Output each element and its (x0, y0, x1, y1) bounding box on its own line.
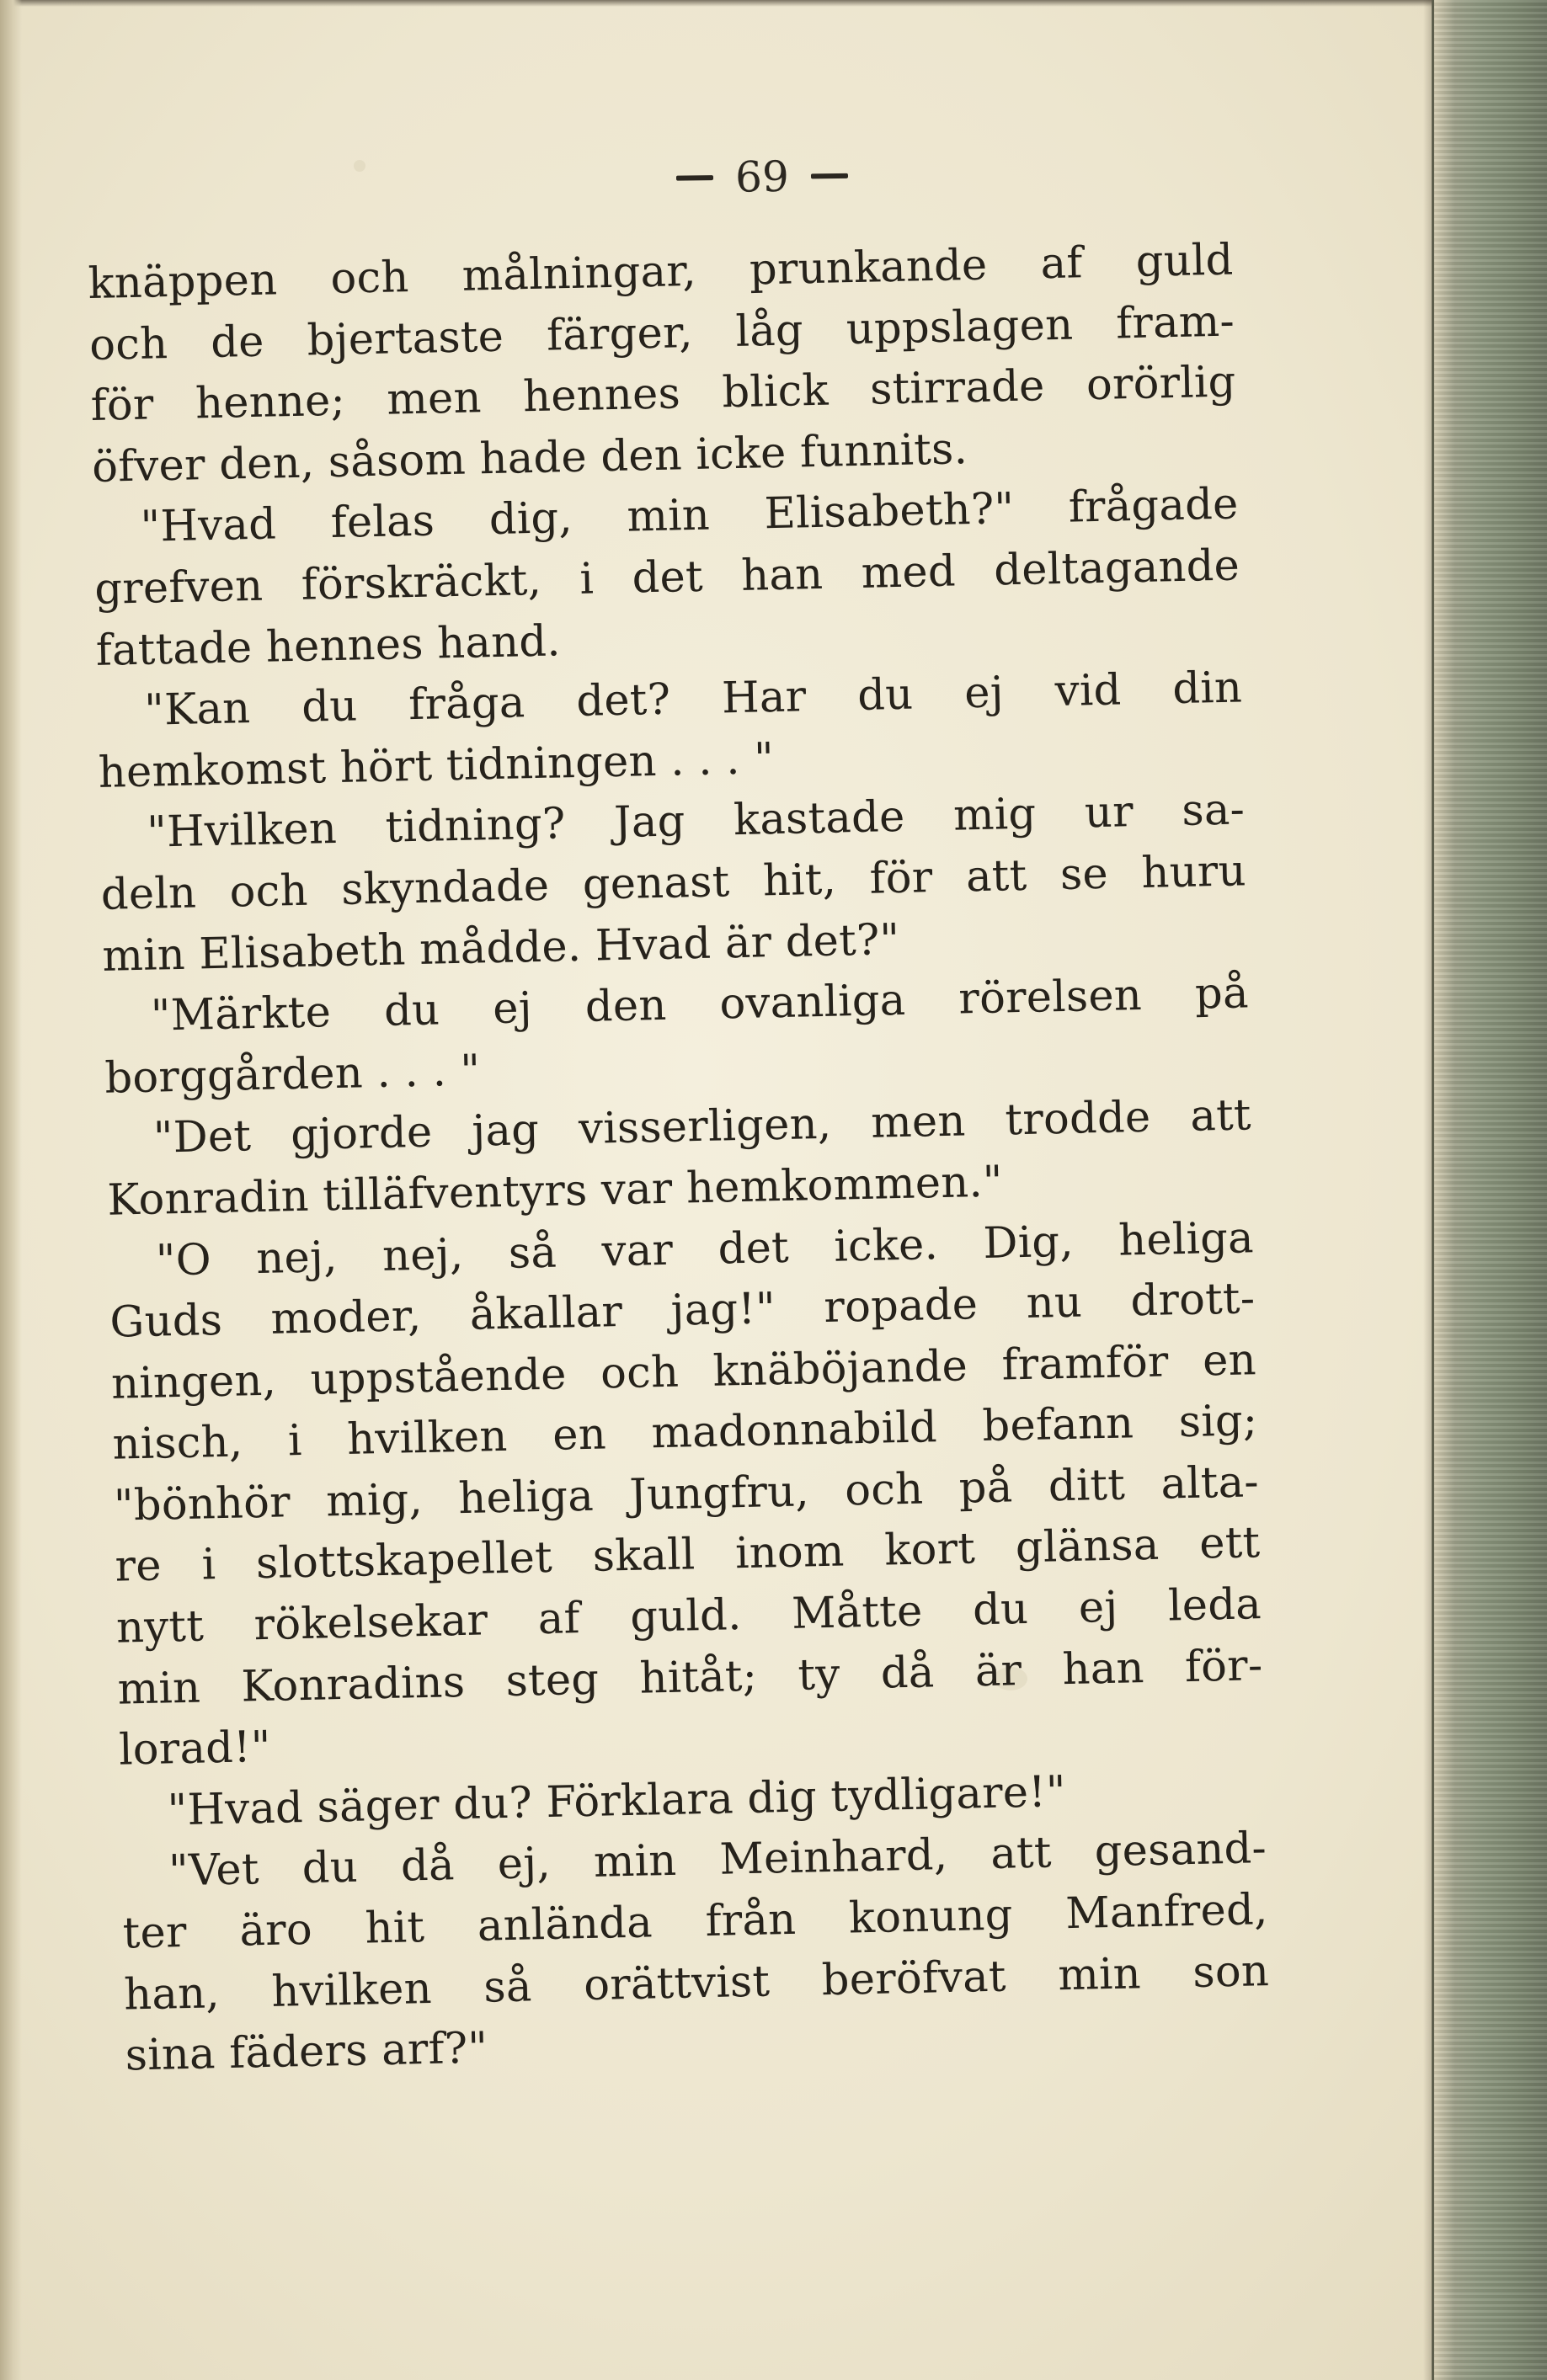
body-text (88, 231, 1271, 2088)
text-line: deln och skyndade genast hit, för att se huru (100, 846, 1247, 920)
text-line: knäppen och målningar, prunkande af guld (88, 235, 1235, 309)
text-line: nisch, i hvilken en madonnabild befann sig; (112, 1396, 1258, 1470)
text-line: "Kan du fråga det? Har du ej vid din (143, 663, 1243, 736)
text-line: han, hvilken så orättvist beröfvat min son (123, 1946, 1270, 2021)
text-line: och de bjertaste färger, låg uppslagen fram- (88, 296, 1235, 370)
text-line: "Det gjorde jag visserligen, men trodde att (152, 1090, 1252, 1163)
text-line: för henne; men hennes blick stirrade orörlig (90, 357, 1237, 432)
text-line: "Vet du då ej, min Meinhard, att gesand- (168, 1824, 1267, 1897)
text-line: hemkomst hört tidningen . . . " (98, 733, 775, 798)
text-line: nytt rökelsekar af guld. Måtte du ej leda (115, 1579, 1262, 1653)
text-line: grefven förskräckt, i det han med deltagande (93, 540, 1240, 615)
text-line: borggården . . . " (104, 1046, 481, 1104)
text-line: "Märkte du ej den ovanliga rörelsen på (150, 968, 1250, 1041)
text-line: "bönhör mig, heliga Jungfru, och på ditt alta- (113, 1457, 1260, 1531)
text-line: Konradin tilläfventyrs var hemkommen." (106, 1157, 1004, 1226)
text-line: lorad!" (118, 1722, 272, 1776)
text-line: re i slottskapellet skall inom kort glänsa ett (115, 1518, 1261, 1593)
text-line: sina fäders arf?" (125, 2023, 488, 2081)
page-number: 69 (734, 152, 790, 202)
text-line: ter äro hit anlända från konung Manfred, (122, 1885, 1269, 1959)
text-line: "Hvad felas dig, min Elisabeth?" frågade (140, 479, 1240, 553)
text-line: fattade hennes hand. (95, 615, 562, 676)
text-line: min Elisabeth mådde. Hvad är det?" (101, 914, 900, 982)
page-left-edge (0, 0, 22, 2380)
text-line: öfver den, såsom hade den icke funnits. (91, 423, 968, 493)
text-line: "Hvad säger du? Förklara dig tydligare!" (167, 1766, 1067, 1836)
page-header (0, 146, 1432, 209)
book-spine-edge (1432, 0, 1547, 2380)
text-line: "O nej, nej, så var det icke. Dig, heliga (155, 1212, 1255, 1286)
text-line: min Konradins steg hitåt; ty då är han för- (117, 1640, 1264, 1715)
text-line: ningen, uppstående och knäböjande framför en (110, 1334, 1257, 1409)
page-top-edge (0, 0, 1547, 7)
header-dash-left (676, 175, 713, 181)
text-line: "Hvilken tidning? Jag kastade mig ur sa- (146, 785, 1246, 859)
header-dash-right (811, 173, 848, 179)
text-line: Guds moder, åkallar jag!" ropade nu drott- (109, 1274, 1256, 1348)
